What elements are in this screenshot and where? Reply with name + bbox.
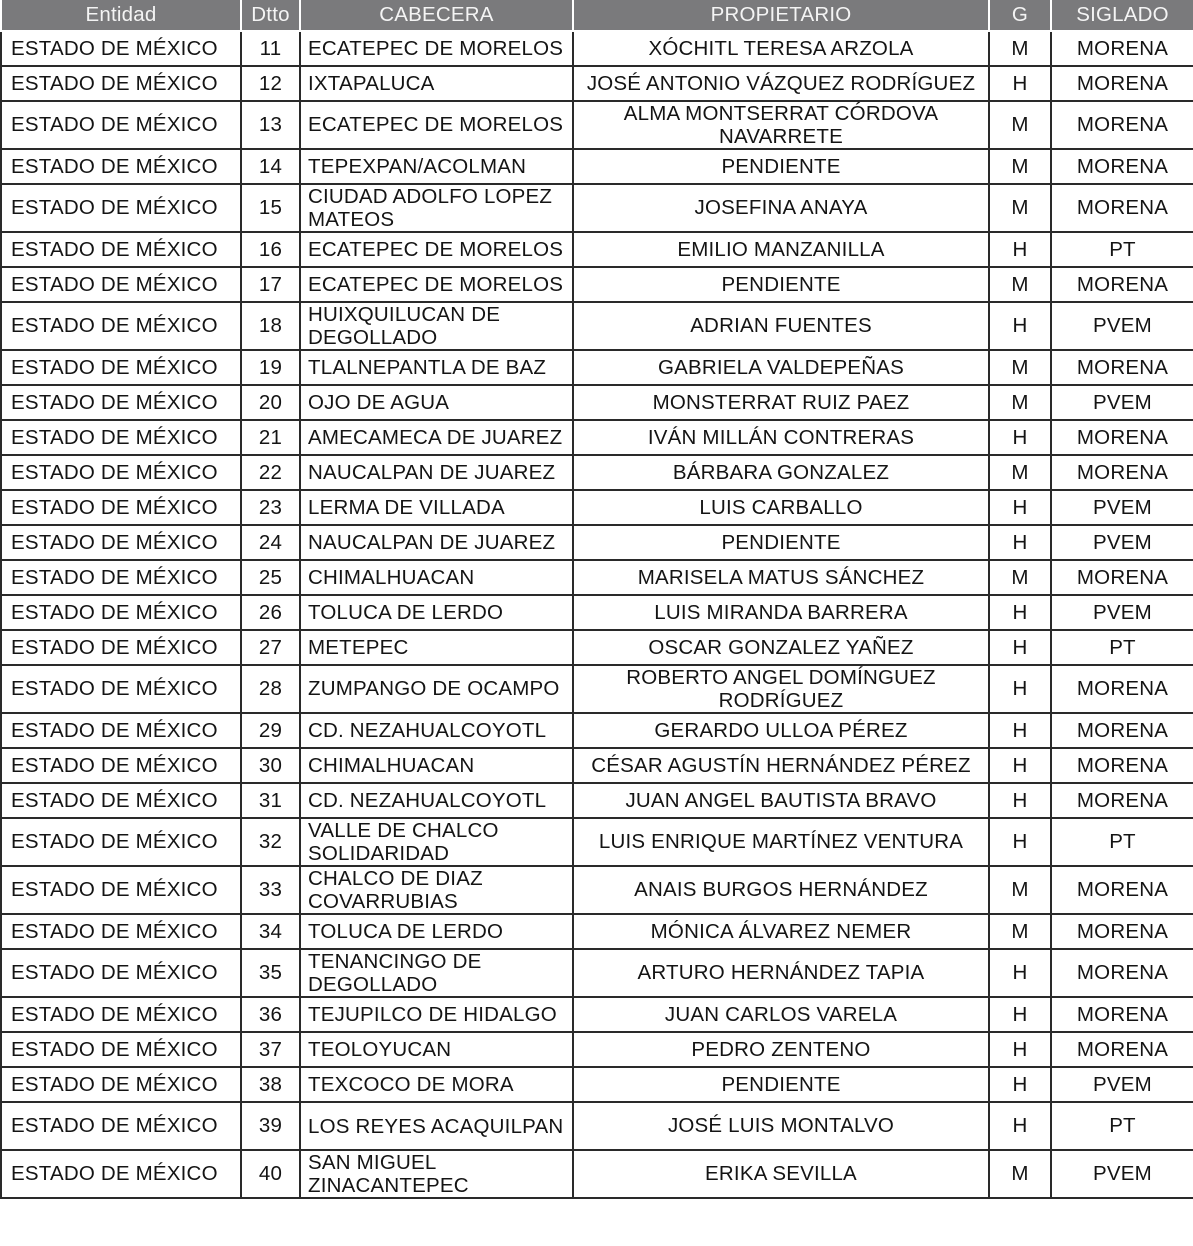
- propietario-cell: PEDRO ZENTENO: [573, 1032, 989, 1067]
- g-cell: M: [989, 184, 1051, 232]
- propietario-cell: ANAIS BURGOS HERNÁNDEZ: [573, 866, 989, 914]
- propietario-cell: PENDIENTE: [573, 149, 989, 184]
- dtto-cell: 33: [241, 866, 300, 914]
- cabecera-cell: CIUDAD ADOLFO LOPEZ MATEOS: [300, 184, 573, 232]
- g-cell: H: [989, 665, 1051, 713]
- entidad-cell: ESTADO DE MÉXICO: [1, 490, 241, 525]
- entidad-cell: ESTADO DE MÉXICO: [1, 525, 241, 560]
- siglado-cell: MORENA: [1051, 1032, 1193, 1067]
- dtto-cell: 20: [241, 385, 300, 420]
- entidad-cell: ESTADO DE MÉXICO: [1, 1150, 241, 1198]
- propietario-cell: MONSTERRAT RUIZ PAEZ: [573, 385, 989, 420]
- cabecera-cell: VALLE DE CHALCO SOLIDARIDAD: [300, 818, 573, 866]
- table-row: [1, 783, 1193, 818]
- table-row: [1, 748, 1193, 783]
- dtto-cell: 40: [241, 1150, 300, 1198]
- header-propietario: PROPIETARIO: [573, 0, 989, 31]
- g-cell: M: [989, 866, 1051, 914]
- dtto-cell: 26: [241, 595, 300, 630]
- entidad-cell: ESTADO DE MÉXICO: [1, 595, 241, 630]
- table-body: [1, 31, 1193, 1198]
- entidad-cell: ESTADO DE MÉXICO: [1, 1032, 241, 1067]
- table-row: [1, 1032, 1193, 1067]
- siglado-cell: MORENA: [1051, 866, 1193, 914]
- cabecera-cell: HUIXQUILUCAN DE DEGOLLADO: [300, 302, 573, 350]
- cabecera-cell: ECATEPEC DE MORELOS: [300, 31, 573, 66]
- propietario-cell: ARTURO HERNÁNDEZ TAPIA: [573, 949, 989, 997]
- table-row: [1, 713, 1193, 748]
- cabecera-cell: ZUMPANGO DE OCAMPO: [300, 665, 573, 713]
- propietario-cell: MARISELA MATUS SÁNCHEZ: [573, 560, 989, 595]
- g-cell: M: [989, 149, 1051, 184]
- entidad-cell: ESTADO DE MÉXICO: [1, 748, 241, 783]
- g-cell: H: [989, 420, 1051, 455]
- cabecera-cell: TEJUPILCO DE HIDALGO: [300, 997, 573, 1032]
- propietario-cell: JUAN ANGEL BAUTISTA BRAVO: [573, 783, 989, 818]
- propietario-cell: OSCAR GONZALEZ YAÑEZ: [573, 630, 989, 665]
- table-row: [1, 866, 1193, 914]
- dtto-cell: 39: [241, 1102, 300, 1150]
- siglado-cell: MORENA: [1051, 748, 1193, 783]
- table-row: [1, 232, 1193, 267]
- dtto-cell: 21: [241, 420, 300, 455]
- propietario-cell: ROBERTO ANGEL DOMÍNGUEZ RODRÍGUEZ: [573, 665, 989, 713]
- dtto-cell: 12: [241, 66, 300, 101]
- propietario-cell: JOSÉ ANTONIO VÁZQUEZ RODRÍGUEZ: [573, 66, 989, 101]
- siglado-cell: PT: [1051, 630, 1193, 665]
- dtto-cell: 31: [241, 783, 300, 818]
- dtto-cell: 15: [241, 184, 300, 232]
- g-cell: H: [989, 783, 1051, 818]
- propietario-cell: ERIKA SEVILLA: [573, 1150, 989, 1198]
- siglado-cell: MORENA: [1051, 665, 1193, 713]
- propietario-cell: JUAN CARLOS VARELA: [573, 997, 989, 1032]
- siglado-cell: MORENA: [1051, 31, 1193, 66]
- propietario-cell: LUIS CARBALLO: [573, 490, 989, 525]
- g-cell: M: [989, 31, 1051, 66]
- cabecera-cell: CHIMALHUACAN: [300, 560, 573, 595]
- header-row: [1, 0, 1193, 31]
- siglado-cell: MORENA: [1051, 267, 1193, 302]
- entidad-cell: ESTADO DE MÉXICO: [1, 350, 241, 385]
- table-row: [1, 455, 1193, 490]
- table-row: [1, 630, 1193, 665]
- entidad-cell: ESTADO DE MÉXICO: [1, 385, 241, 420]
- propietario-cell: LUIS ENRIQUE MARTÍNEZ VENTURA: [573, 818, 989, 866]
- g-cell: M: [989, 560, 1051, 595]
- cabecera-cell: CD. NEZAHUALCOYOTL: [300, 783, 573, 818]
- g-cell: H: [989, 490, 1051, 525]
- dtto-cell: 13: [241, 101, 300, 149]
- dtto-cell: 30: [241, 748, 300, 783]
- entidad-cell: ESTADO DE MÉXICO: [1, 31, 241, 66]
- entidad-cell: ESTADO DE MÉXICO: [1, 420, 241, 455]
- g-cell: M: [989, 101, 1051, 149]
- header-entidad: Entidad: [1, 0, 241, 31]
- entidad-cell: ESTADO DE MÉXICO: [1, 455, 241, 490]
- entidad-cell: ESTADO DE MÉXICO: [1, 302, 241, 350]
- g-cell: H: [989, 949, 1051, 997]
- entidad-cell: ESTADO DE MÉXICO: [1, 1067, 241, 1102]
- g-cell: H: [989, 232, 1051, 267]
- table-row: [1, 1102, 1193, 1150]
- entidad-cell: ESTADO DE MÉXICO: [1, 866, 241, 914]
- siglado-cell: MORENA: [1051, 713, 1193, 748]
- siglado-cell: PVEM: [1051, 490, 1193, 525]
- table-header: [1, 0, 1193, 31]
- g-cell: M: [989, 267, 1051, 302]
- g-cell: H: [989, 302, 1051, 350]
- cabecera-cell: LERMA DE VILLADA: [300, 490, 573, 525]
- siglado-cell: MORENA: [1051, 420, 1193, 455]
- header-siglado: SIGLADO: [1051, 0, 1193, 31]
- propietario-cell: PENDIENTE: [573, 525, 989, 560]
- dtto-cell: 32: [241, 818, 300, 866]
- dtto-cell: 22: [241, 455, 300, 490]
- siglado-cell: PVEM: [1051, 385, 1193, 420]
- dtto-cell: 16: [241, 232, 300, 267]
- entidad-cell: ESTADO DE MÉXICO: [1, 101, 241, 149]
- table-row: [1, 949, 1193, 997]
- entidad-cell: ESTADO DE MÉXICO: [1, 267, 241, 302]
- table-row: [1, 490, 1193, 525]
- siglado-cell: PT: [1051, 818, 1193, 866]
- cabecera-cell: CD. NEZAHUALCOYOTL: [300, 713, 573, 748]
- entidad-cell: ESTADO DE MÉXICO: [1, 713, 241, 748]
- table-row: [1, 420, 1193, 455]
- cabecera-cell: METEPEC: [300, 630, 573, 665]
- dtto-cell: 25: [241, 560, 300, 595]
- header-g: G: [989, 0, 1051, 31]
- cabecera-cell: ECATEPEC DE MORELOS: [300, 101, 573, 149]
- siglado-cell: PT: [1051, 1102, 1193, 1150]
- header-cabecera: CABECERA: [300, 0, 573, 31]
- propietario-cell: CÉSAR AGUSTÍN HERNÁNDEZ PÉREZ: [573, 748, 989, 783]
- entidad-cell: ESTADO DE MÉXICO: [1, 66, 241, 101]
- entidad-cell: ESTADO DE MÉXICO: [1, 184, 241, 232]
- entidad-cell: ESTADO DE MÉXICO: [1, 914, 241, 949]
- siglado-cell: MORENA: [1051, 783, 1193, 818]
- propietario-cell: JOSEFINA ANAYA: [573, 184, 989, 232]
- entidad-cell: ESTADO DE MÉXICO: [1, 630, 241, 665]
- siglado-cell: MORENA: [1051, 949, 1193, 997]
- g-cell: M: [989, 1150, 1051, 1198]
- propietario-cell: EMILIO MANZANILLA: [573, 232, 989, 267]
- propietario-cell: IVÁN MILLÁN CONTRERAS: [573, 420, 989, 455]
- table-row: [1, 1067, 1193, 1102]
- table-row: [1, 818, 1193, 866]
- g-cell: H: [989, 525, 1051, 560]
- g-cell: H: [989, 630, 1051, 665]
- header-dtto: Dtto: [241, 0, 300, 31]
- dtto-cell: 37: [241, 1032, 300, 1067]
- entidad-cell: ESTADO DE MÉXICO: [1, 783, 241, 818]
- dtto-cell: 14: [241, 149, 300, 184]
- table-row: [1, 595, 1193, 630]
- siglado-cell: PVEM: [1051, 595, 1193, 630]
- g-cell: H: [989, 1032, 1051, 1067]
- g-cell: H: [989, 1102, 1051, 1150]
- cabecera-cell: NAUCALPAN DE JUAREZ: [300, 525, 573, 560]
- dtto-cell: 23: [241, 490, 300, 525]
- g-cell: H: [989, 595, 1051, 630]
- dtto-cell: 24: [241, 525, 300, 560]
- cabecera-cell: IXTAPALUCA: [300, 66, 573, 101]
- cabecera-cell: CHALCO DE DIAZ COVARRUBIAS: [300, 866, 573, 914]
- cabecera-cell: SAN MIGUEL ZINACANTEPEC: [300, 1150, 573, 1198]
- siglado-cell: PVEM: [1051, 302, 1193, 350]
- dtto-cell: 19: [241, 350, 300, 385]
- cabecera-cell: TOLUCA DE LERDO: [300, 595, 573, 630]
- entidad-cell: ESTADO DE MÉXICO: [1, 997, 241, 1032]
- siglado-cell: PT: [1051, 232, 1193, 267]
- cabecera-cell: ECATEPEC DE MORELOS: [300, 267, 573, 302]
- dtto-cell: 18: [241, 302, 300, 350]
- cabecera-cell: TLALNEPANTLA DE BAZ: [300, 350, 573, 385]
- cabecera-cell: NAUCALPAN DE JUAREZ: [300, 455, 573, 490]
- cabecera-cell: TOLUCA DE LERDO: [300, 914, 573, 949]
- table-row: [1, 101, 1193, 149]
- propietario-cell: LUIS MIRANDA BARRERA: [573, 595, 989, 630]
- table-row: [1, 560, 1193, 595]
- siglado-cell: MORENA: [1051, 66, 1193, 101]
- siglado-cell: MORENA: [1051, 455, 1193, 490]
- g-cell: M: [989, 385, 1051, 420]
- table-row: [1, 184, 1193, 232]
- entidad-cell: ESTADO DE MÉXICO: [1, 818, 241, 866]
- g-cell: M: [989, 350, 1051, 385]
- entidad-cell: ESTADO DE MÉXICO: [1, 149, 241, 184]
- g-cell: H: [989, 748, 1051, 783]
- siglado-cell: PVEM: [1051, 525, 1193, 560]
- siglado-cell: MORENA: [1051, 560, 1193, 595]
- siglado-cell: PVEM: [1051, 1150, 1193, 1198]
- entidad-cell: ESTADO DE MÉXICO: [1, 560, 241, 595]
- dtto-cell: 38: [241, 1067, 300, 1102]
- siglado-cell: MORENA: [1051, 914, 1193, 949]
- cabecera-cell: TENANCINGO DE DEGOLLADO: [300, 949, 573, 997]
- table-row: [1, 385, 1193, 420]
- g-cell: H: [989, 713, 1051, 748]
- table-row: [1, 149, 1193, 184]
- dtto-cell: 11: [241, 31, 300, 66]
- dtto-cell: 35: [241, 949, 300, 997]
- propietario-cell: PENDIENTE: [573, 1067, 989, 1102]
- entidad-cell: ESTADO DE MÉXICO: [1, 949, 241, 997]
- siglado-cell: MORENA: [1051, 350, 1193, 385]
- entidad-cell: ESTADO DE MÉXICO: [1, 232, 241, 267]
- propietario-cell: ALMA MONTSERRAT CÓRDOVA NAVARRETE: [573, 101, 989, 149]
- g-cell: H: [989, 1067, 1051, 1102]
- table-row: [1, 665, 1193, 713]
- dtto-cell: 34: [241, 914, 300, 949]
- cabecera-cell: CHIMALHUACAN: [300, 748, 573, 783]
- siglado-cell: PVEM: [1051, 1067, 1193, 1102]
- table-row: [1, 914, 1193, 949]
- cabecera-cell: ECATEPEC DE MORELOS: [300, 232, 573, 267]
- propietario-cell: GABRIELA VALDEPEÑAS: [573, 350, 989, 385]
- cabecera-cell: OJO DE AGUA: [300, 385, 573, 420]
- table-row: [1, 1150, 1193, 1198]
- dtto-cell: 17: [241, 267, 300, 302]
- propietario-cell: GERARDO ULLOA PÉREZ: [573, 713, 989, 748]
- cabecera-cell: TEXCOCO DE MORA: [300, 1067, 573, 1102]
- cabecera-cell: LOS REYES ACAQUILPAN: [300, 1102, 573, 1150]
- g-cell: M: [989, 455, 1051, 490]
- propietario-cell: XÓCHITL TERESA ARZOLA: [573, 31, 989, 66]
- dtto-cell: 28: [241, 665, 300, 713]
- table-row: [1, 350, 1193, 385]
- dtto-cell: 27: [241, 630, 300, 665]
- g-cell: H: [989, 66, 1051, 101]
- table-row: [1, 997, 1193, 1032]
- entidad-cell: ESTADO DE MÉXICO: [1, 1102, 241, 1150]
- siglado-cell: MORENA: [1051, 101, 1193, 149]
- propietario-cell: ADRIAN FUENTES: [573, 302, 989, 350]
- siglado-cell: MORENA: [1051, 997, 1193, 1032]
- table-row: [1, 525, 1193, 560]
- table-row: [1, 31, 1193, 66]
- cabecera-cell: TEOLOYUCAN: [300, 1032, 573, 1067]
- g-cell: H: [989, 997, 1051, 1032]
- cabecera-cell: AMECAMECA DE JUAREZ: [300, 420, 573, 455]
- table-row: [1, 66, 1193, 101]
- dtto-cell: 36: [241, 997, 300, 1032]
- siglado-cell: MORENA: [1051, 149, 1193, 184]
- propietario-cell: MÓNICA ÁLVAREZ NEMER: [573, 914, 989, 949]
- siglado-cell: MORENA: [1051, 184, 1193, 232]
- cabecera-cell: TEPEXPAN/ACOLMAN: [300, 149, 573, 184]
- table-row: [1, 267, 1193, 302]
- g-cell: M: [989, 914, 1051, 949]
- dtto-cell: 29: [241, 713, 300, 748]
- propietario-cell: BÁRBARA GONZALEZ: [573, 455, 989, 490]
- table-row: [1, 302, 1193, 350]
- entidad-cell: ESTADO DE MÉXICO: [1, 665, 241, 713]
- propietario-cell: PENDIENTE: [573, 267, 989, 302]
- propietario-cell: JOSÉ LUIS MONTALVO: [573, 1102, 989, 1150]
- g-cell: H: [989, 818, 1051, 866]
